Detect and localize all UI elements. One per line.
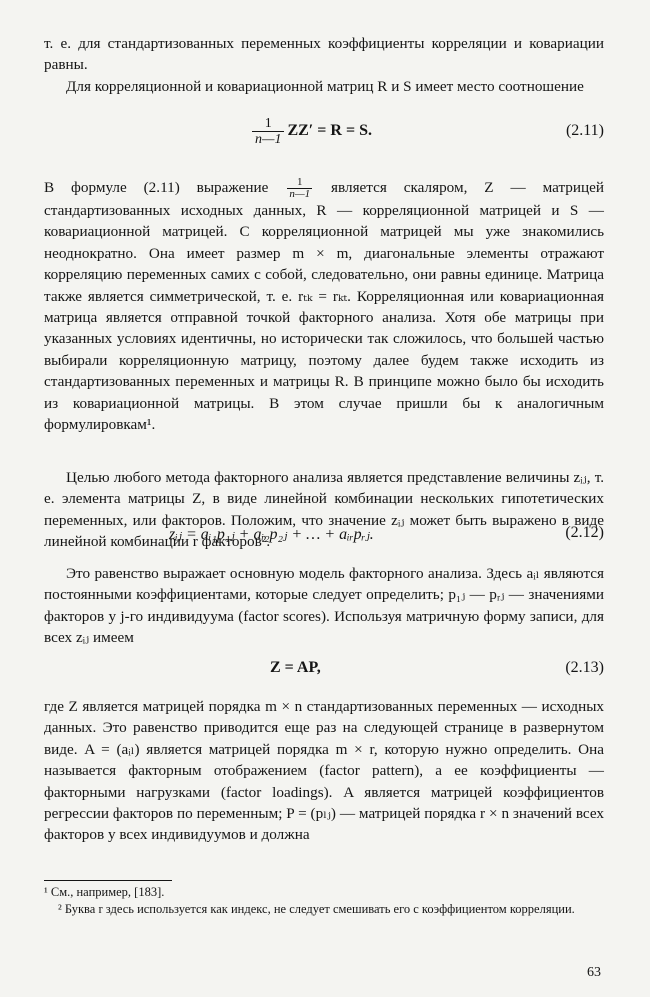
intro-block: [44, 33, 604, 97]
paragraph-matrix-definitions: где Z является матрицей порядка m × n стандартизованных переменных — исходных данных. Это равенство приводится еще раз на следующей странице в развернутом виде. A = (aᵢₗ) является матрицей порядка m × r, которую нужно определить. Она называется факторным отображением (factor pattern), а ее коэффициенты — факторными нагрузками (factor loadings). A является матрицей коэффициентов регрессии факторов по переменным; P = (pₗⱼ) — матрицей порядка r × n значений всех факторов у всех индивидуумов и должна: [44, 698, 604, 844]
intro-paragraph: т. е. для стандартизованных переменных коэффициенты корреляции и ковариации равны.: [44, 35, 604, 74]
equation-2-12-number: (2.12): [565, 524, 604, 541]
relation-paragraph: Для корреляционной и ковариационной матриц R и S имеет место соотношение: [66, 77, 584, 95]
paragraph-3-rest: является скаляром, Z — матрицей стандартизованных исходных данных, R — корреляционной матрицей и S — ковариационной матрицей. С корреляционной матрицей мы уже знакомились неоднократно. Она имеет размер m × m, диагональные элементы отражают корреляцию переменных самих с собой, следовательно, они равны единице. Матрица также является симметрической, т. е. rₜₖ = rₖₜ. Корреляционная или ковариационная матрица является отправной точкой факторного анализа. Хотя обе матрицы при указанных условиях идентичны, но исторически так сложилось, что большей частью выбирали корреляционную матрицу, поэтому далее будем также исходить из стандартизованных переменных и матрицы R. В принципе можно было бы исходить из ковариационной матрицы. В этом случае пришли бы к аналогичным формулировкам¹.: [44, 179, 605, 434]
equation-2-11: [44, 116, 604, 146]
footnote-1: ¹ См., например, [183].: [44, 885, 165, 899]
fraction-denominator: n—1: [252, 131, 284, 147]
equation-2-11-fraction: [252, 116, 284, 147]
equation-2-13-body: Z = AP,: [270, 659, 321, 676]
equation-2-11-number: (2.11): [565, 122, 604, 139]
paragraph-basic-model: Это равенство выражает основную модель факторного анализа. Здесь aᵢₗ являются постоянными коэффициентами, которые следует определить; p₁ⱼ — pᵣⱼ — значениями факторов у j-го индивидуума (factor scores). Используя матричную форму записи, для всех zᵢⱼ имеем: [44, 565, 604, 647]
page-number: 63: [587, 965, 601, 980]
paragraph-formula-explanation: [44, 177, 604, 435]
paragraph-factor-goal: Целью любого метода факторного анализа является представление величины zᵢⱼ, т. е. элемента матрицы Z, в виде линейной комбинации нескольких гипотетических переменных, или факторов. Положим, что значение zᵢⱼ может быть выражено в виде линейной комбинации r факторов².: [44, 469, 604, 551]
equation-2-11-body: [252, 116, 372, 147]
equation-2-12-body: zᵢⱼ = aᵢ₁p₁ⱼ + aᵢ₂p₂ⱼ + … + aᵢᵣpᵣⱼ.: [169, 526, 374, 543]
paragraph-3-start: В формуле (2.11) выражение: [44, 179, 269, 196]
equation-2-13: [44, 659, 604, 689]
footnote-2: ² Буква r здесь используется как индекс, не следует смешивать его с коэффициентом корреляции.: [58, 902, 575, 916]
inline-scalar-fraction: $\frac{1}{n—1}$: [289, 176, 311, 201]
equation-2-13-number: (2.13): [565, 659, 604, 676]
equation-2-11-text: ZZ′ = R = S.: [287, 122, 372, 140]
footnote-divider: [44, 880, 172, 881]
fraction-numerator: 1: [264, 116, 272, 131]
equation-2-12: [44, 524, 604, 554]
